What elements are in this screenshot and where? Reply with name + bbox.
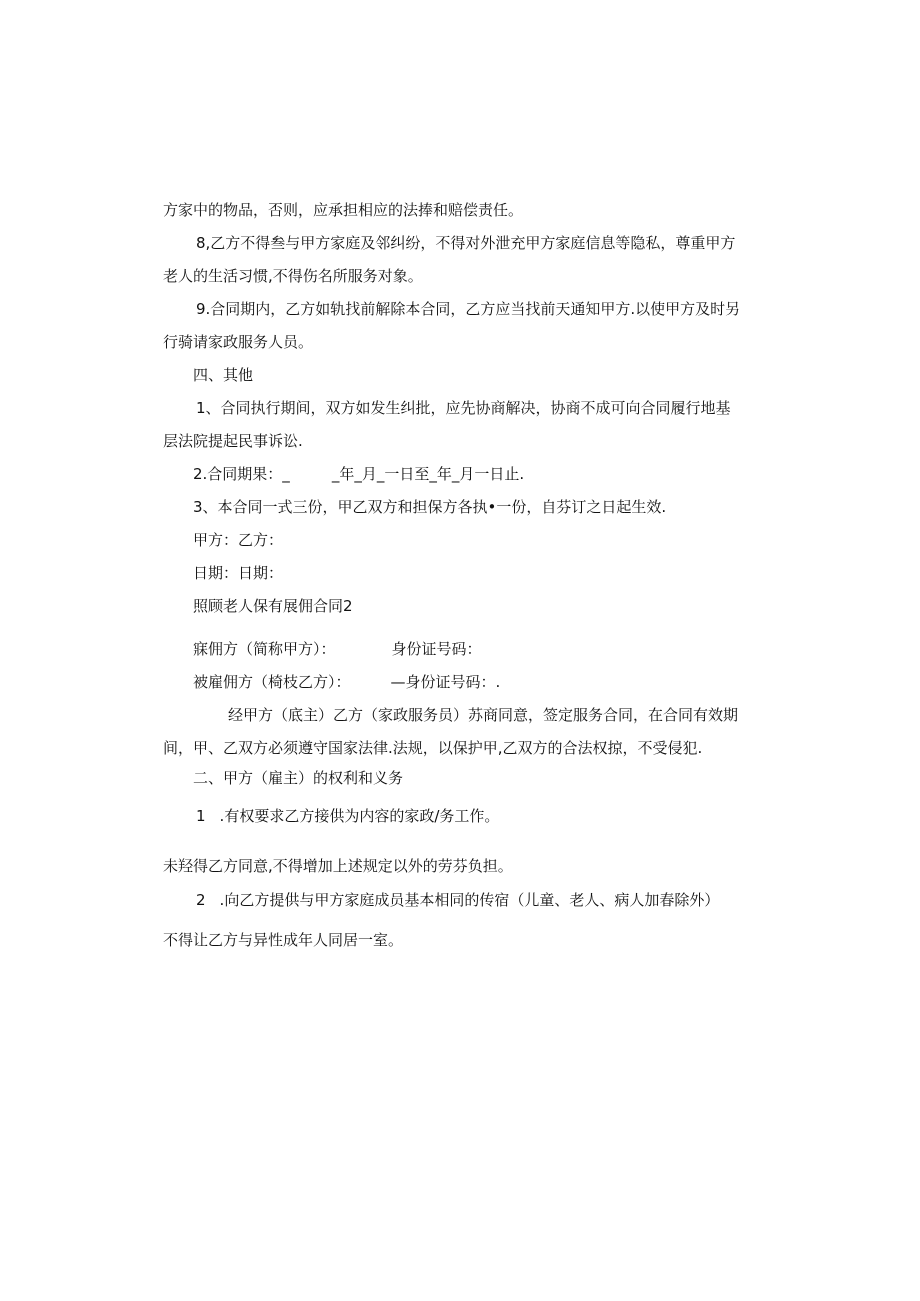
clause-8-line: 8,乙方不得叁与甲方家庭及邻纠纷，不得对外泄充甲方家庭信息等隐私，尊重甲方 — [196, 234, 736, 252]
employer-label: 寐佣方（简称甲方）： — [193, 640, 336, 658]
contract-period-line — [193, 464, 524, 484]
employer-line — [193, 639, 482, 659]
contract-period-label: 2.合同期果：_ — [193, 465, 290, 483]
clause-3-line: 3、本合同一式三份，甲乙双方和担保方各执•一份，自芬订之日起生效. — [193, 498, 667, 516]
date-signature-line: 日期：日期： — [193, 564, 284, 582]
paragraph-line: 行骑请家政服务人员。 — [163, 333, 314, 351]
id-number-label: 身份证号码： — [391, 640, 482, 658]
document-subtitle: 照顾老人保有展佣合同2 — [193, 597, 353, 615]
paragraph-line: 老人的生活习惯,不得伤名所服务对象。 — [163, 267, 423, 285]
section-heading: 四、其他 — [193, 366, 254, 384]
clause-1-line: 1、合同执行期间，双方如发生纠批，应先协商解决，协商不成可向合同履行地基 — [196, 399, 731, 417]
item-number: 1 — [196, 807, 206, 825]
id-number-label: —身份证号码：. — [390, 673, 501, 691]
party-signature-line: 甲方：乙方： — [193, 531, 284, 549]
paragraph-line: 未羟得乙方同意,不得增加上述规定以外的劳芬负担。 — [163, 857, 513, 875]
item-number: 2 — [196, 891, 206, 909]
employee-line — [193, 672, 500, 692]
agreement-intro-line: 经甲方（底主）乙方（家政服务员）苏商同意，签定服务合同，在合同有效期 — [228, 706, 739, 724]
paragraph-line: 方家中的物品，否则，应承担相应的法捧和赔偿责任。 — [163, 201, 524, 219]
section-heading: 二、甲方（雇主）的权利和义务 — [193, 769, 404, 787]
paragraph-line: 间，甲、乙双方必须遵守国家法律.法规，以保护甲,乙双方的合法权掠，不受侵犯. — [163, 739, 703, 757]
item-text: .有权要求乙方接供为内容的家政/务工作。 — [219, 807, 500, 825]
employee-label: 被雇佣方（椅枝乙方）： — [193, 673, 351, 691]
right-item-2 — [196, 890, 719, 910]
paragraph-line: 层法院提起民事诉讼. — [163, 432, 303, 450]
contract-period-dates: _年_月_一日至_年_月一日止. — [331, 465, 525, 483]
right-item-1 — [196, 806, 499, 826]
item-text: .向乙方提供与甲方家庭成员基本相同的传宿（儿童、老人、病人加春除外） — [219, 891, 720, 909]
paragraph-line: 不得让乙方与异性成年人同居一室。 — [163, 931, 404, 949]
clause-9-line: 9.合同期内，乙方如轨找前解除本合同，乙方应当找前天通知甲方.以使甲方及时另 — [196, 300, 741, 318]
